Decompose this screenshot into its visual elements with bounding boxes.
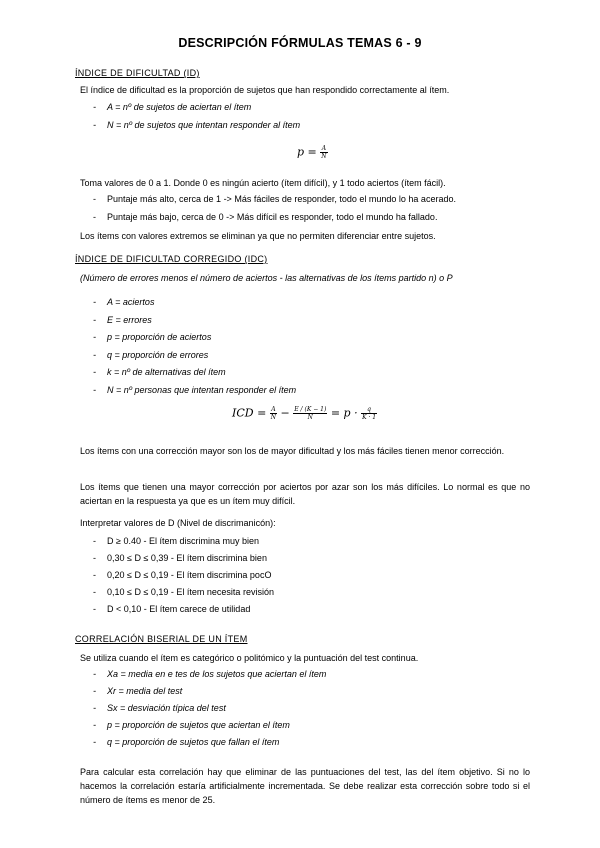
list-item: - D ≥ 0.40 - El ítem discrimina muy bien <box>93 536 259 546</box>
list-item: - Puntaje más bajo, cerca de 0 -> Más difícil es responder, todo el mundo ha fallado. <box>93 212 438 222</box>
list-item: - p = proporción de sujetos que aciertan el ítem <box>93 720 290 730</box>
section-heading-biserial: CORRELACIÓN BISERIAL DE UN ÍTEM <box>75 634 248 644</box>
idc-note: (Número de errores menos el número de aciertos - las alternativas de los ítems partido n) o P <box>80 273 453 283</box>
list-item: - Puntaje más alto, cerca de 1 -> Más fáciles de responder, todo el mundo lo ha acerado. <box>93 194 456 204</box>
list-item: - N = nº personas que intentan responder el ítem <box>93 385 297 395</box>
idc-interp-label: Interpretar valores de D (Nivel de discrimanicón): <box>80 518 276 528</box>
list-item: - q = proporción de errores <box>93 350 209 360</box>
list-item: - p = proporción de aciertos <box>93 332 212 342</box>
list-item: - Sx = desviación típica del test <box>93 703 226 713</box>
formula-id: p = $\frac{A}{N}$ <box>297 145 327 160</box>
list-item: - D < 0,10 - El ítem carece de utilidad <box>93 604 251 614</box>
list-item: - 0,30 ≤ D ≤ 0,39 - El ítem discrimina bien <box>93 553 267 563</box>
biserial-paragraph: Para calcular esta correlación hay que eliminar de las puntuaciones del test, las del ítem objetivo. Si no lo hacemos la correlación estaría artificialmente incrementada. Se debe realizar esta corrección sobre todo si el número de ítems es menor de 25. <box>80 767 530 805</box>
list-item: - k = nº de alternativas del ítem <box>93 367 226 377</box>
list-item: - Xa = media en e tes de los sujetos que aciertan el ítem <box>93 669 327 679</box>
list-item: - Xr = media del test <box>93 686 183 696</box>
section-heading-id: ÍNDICE DE DIFICULTAD (ID) <box>75 68 200 78</box>
biserial-intro: Se utiliza cuando el ítem es categórico o politómico y la puntuación del test continua. <box>80 653 419 663</box>
page-title: DESCRIPCIÓN FÓRMULAS TEMAS 6 - 9 <box>178 36 422 50</box>
idc-paragraph-1: Los ítems con una corrección mayor son los de mayor dificultad y los más fáciles tienen menor corrección. <box>80 446 505 456</box>
idc-paragraph-2: Los ítems que tienen una mayor corrección por aciertos por azar son los más difíciles. Lo normal es que no aciertan en la respuesta ya que es un ítem muy difícil. <box>80 482 530 506</box>
id-intro: El índice de dificultad es la proporción de sujetos que han respondido correctamente al ítem. <box>80 85 450 95</box>
list-item: - q = proporción de sujetos que fallan el ítem <box>93 737 280 747</box>
list-item: - N = nº de sujetos que intentan responder al ítem <box>93 120 301 130</box>
list-item: - 0,20 ≤ D ≤ 0,19 - El ítem discrimina pocO <box>93 570 272 580</box>
list-item: - A = nº de sujetos de aciertan el ítem <box>93 102 252 112</box>
list-item: - E = errores <box>93 315 152 325</box>
id-extreme-text: Los ítems con valores extremos se eliminan ya que no permiten diferenciar entre sujetos. <box>80 231 436 241</box>
formula-idc: ICD = $\frac{A}{N}$ − $\frac{E / (K - 1)}{N}$ = p · $\frac{q}{K \cdot 1}$ <box>232 406 377 421</box>
list-item: - A = aciertos <box>93 297 155 307</box>
section-heading-idc: ÍNDICE DE DIFICULTAD CORREGIDO (IDC) <box>75 254 268 264</box>
list-item: - 0,10 ≤ D ≤ 0,19 - El ítem necesita revisión <box>93 587 274 597</box>
id-values-text: Toma valores de 0 a 1. Donde 0 es ningún acierto (ítem difícil), y 1 todo aciertos (ítem fácil). <box>80 178 446 188</box>
